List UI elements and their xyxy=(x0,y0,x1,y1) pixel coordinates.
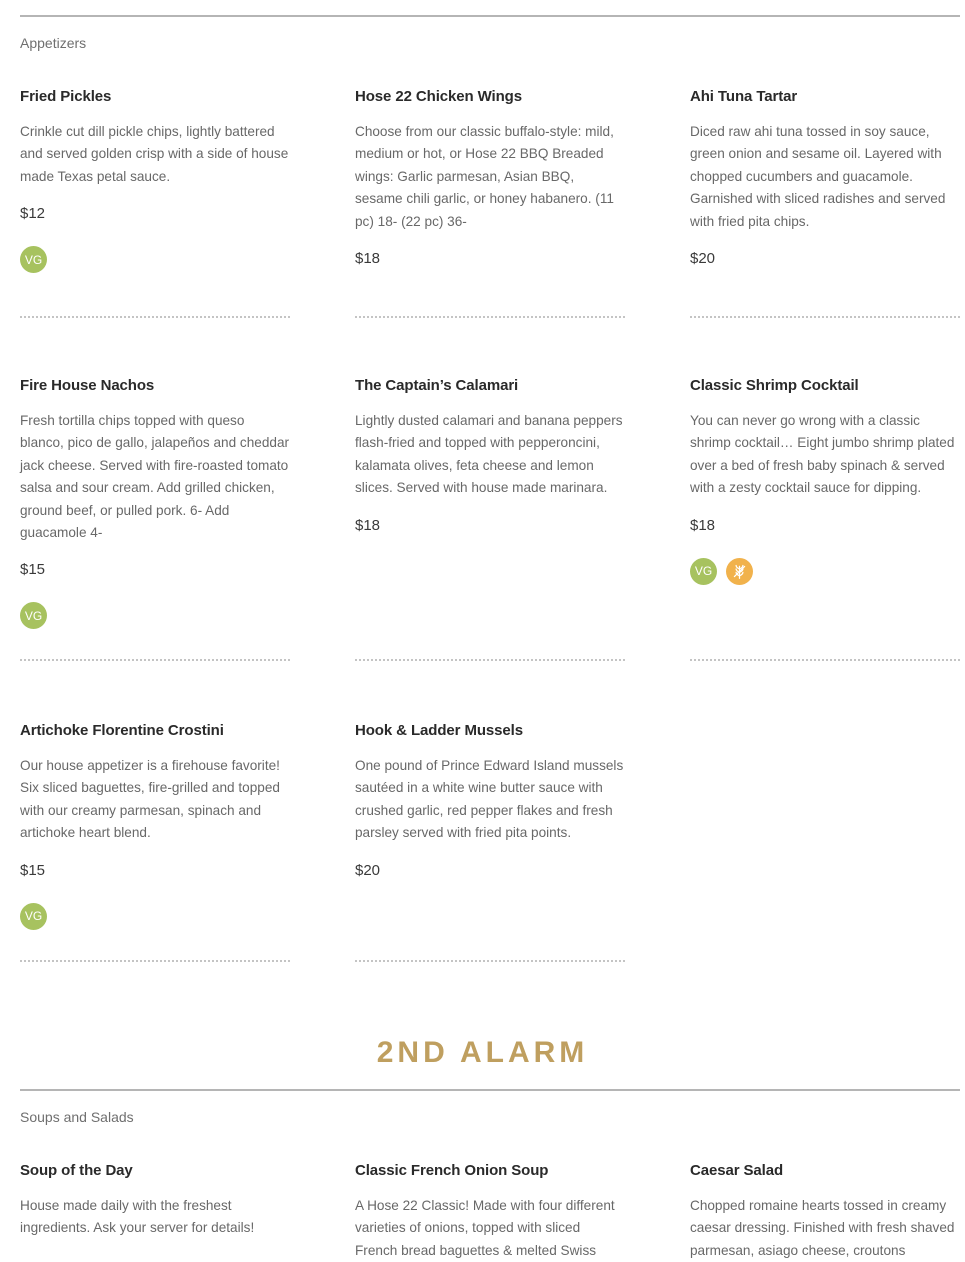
item-description: Fresh tortilla chips topped with queso blanco, pico de gallo, jalapeños and cheddar jack cheese. Served with fire-roasted tomato salsa and sour cream. Add grilled chicken, ground beef, or pulled pork. 6- Add guacamole 4- xyxy=(20,413,290,541)
item-price: $20 xyxy=(690,250,716,268)
item-title: Hook & Ladder Mussels xyxy=(355,722,523,739)
vegetarian-badge: VG xyxy=(20,602,47,629)
menu-item-hook-ladder-mussels xyxy=(355,721,625,881)
item-price: $20 xyxy=(355,861,381,879)
item-price: $18 xyxy=(355,516,381,534)
item-price: $18 xyxy=(355,250,381,268)
dietary-badges xyxy=(20,903,292,931)
item-description: Choose from our classic buffalo-style: mild, medium or hot, or Hose 22 BBQ Breaded wings: Garlic parmesan, Asian BBQ, sesame chili garlic, or honey habanero. (11 pc) 18- (22 pc) 36- xyxy=(355,124,614,229)
item-description: One pound of Prince Edward Island mussels sautéed in a white wine butter sauce with crushed garlic, red pepper flakes and fresh parsley served with fried pita points. xyxy=(355,758,624,841)
menu-item-french-onion-soup xyxy=(355,1161,625,1262)
item-description: Crinkle cut dill pickle chips, lightly battered and served golden crisp with a side of house made Texas petal sauce. xyxy=(20,124,289,184)
item-description: You can never go wrong with a classic shrimp cocktail… Eight jumbo shrimp plated over a bed of fresh baby spinach & served with a zesty cocktail sauce for dipping. xyxy=(690,413,955,496)
item-title: Artichoke Florentine Crostini xyxy=(20,722,224,739)
item-separator xyxy=(690,659,960,661)
menu-item-fried-pickles xyxy=(20,87,290,274)
item-description: Our house appetizer is a firehouse favorite! Six sliced baguettes, fire-grilled and topped with our creamy parmesan, spinach and artichoke heart blend. xyxy=(20,758,280,841)
menu-item-ahi-tuna-tartar xyxy=(690,87,960,269)
item-description: Chopped romaine hearts tossed in creamy caesar dressing. Finished with fresh shaved parmesan, asiago cheese, croutons xyxy=(690,1198,955,1258)
item-separator xyxy=(20,960,290,962)
item-title: The Captain’s Calamari xyxy=(355,377,519,394)
section-label-appetizers: Appetizers xyxy=(20,35,87,51)
section-label-soups-salads: Soups and Salads xyxy=(20,1109,134,1125)
dietary-badges xyxy=(20,602,290,630)
item-price: $18 xyxy=(690,516,716,534)
item-price: $12 xyxy=(20,205,46,223)
item-price: $15 xyxy=(20,861,46,879)
item-separator xyxy=(355,316,625,318)
vegetarian-badge: VG xyxy=(20,246,47,273)
section-divider xyxy=(20,1089,960,1091)
item-title: Hose 22 Chicken Wings xyxy=(355,88,522,105)
vegetarian-badge: VG xyxy=(20,903,47,930)
item-title: Classic Shrimp Cocktail xyxy=(690,377,859,394)
item-title: Classic French Onion Soup xyxy=(355,1162,549,1179)
section-heading-2nd-alarm: 2ND ALARM xyxy=(376,1036,589,1069)
item-separator xyxy=(355,960,625,962)
item-title: Fire House Nachos xyxy=(20,377,155,394)
menu-item-fire-house-nachos xyxy=(20,376,290,630)
item-separator xyxy=(690,316,960,318)
vegetarian-badge: VG xyxy=(690,558,717,585)
item-title: Caesar Salad xyxy=(690,1162,784,1179)
gluten-free-wheat-icon xyxy=(726,558,753,585)
item-title: Fried Pickles xyxy=(20,88,112,105)
item-separator xyxy=(20,316,290,318)
item-description: Diced raw ahi tuna tossed in soy sauce, green onion and sesame oil. Layered with chopped cucumbers and guacamole. Garnished with sliced radishes and served with fried pita chips. xyxy=(690,124,946,229)
section-divider xyxy=(20,15,960,17)
dietary-badges xyxy=(20,246,290,274)
menu-item-artichoke-crostini xyxy=(20,721,292,931)
dietary-badges xyxy=(690,558,960,586)
item-separator xyxy=(355,659,625,661)
item-price: $15 xyxy=(20,561,46,579)
menu-item-chicken-wings xyxy=(355,87,625,269)
menu-item-captains-calamari xyxy=(355,376,625,536)
menu-item-soup-of-the-day xyxy=(20,1161,290,1240)
item-separator xyxy=(20,659,290,661)
menu-item-classic-shrimp-cocktail xyxy=(690,376,960,586)
item-description: Lightly dusted calamari and banana peppers flash-fried and topped with pepperoncini, kalamata olives, feta cheese and lemon slices. Served with house made marinara. xyxy=(355,413,623,496)
menu-item-caesar-salad xyxy=(690,1161,960,1262)
item-description: A Hose 22 Classic! Made with four different varieties of onions, topped with sliced French bread baguettes & melted Swiss xyxy=(355,1198,615,1258)
item-title: Soup of the Day xyxy=(20,1162,133,1179)
item-description: House made daily with the freshest ingredients. Ask your server for details! xyxy=(20,1198,255,1236)
item-title: Ahi Tuna Tartar xyxy=(690,88,798,105)
